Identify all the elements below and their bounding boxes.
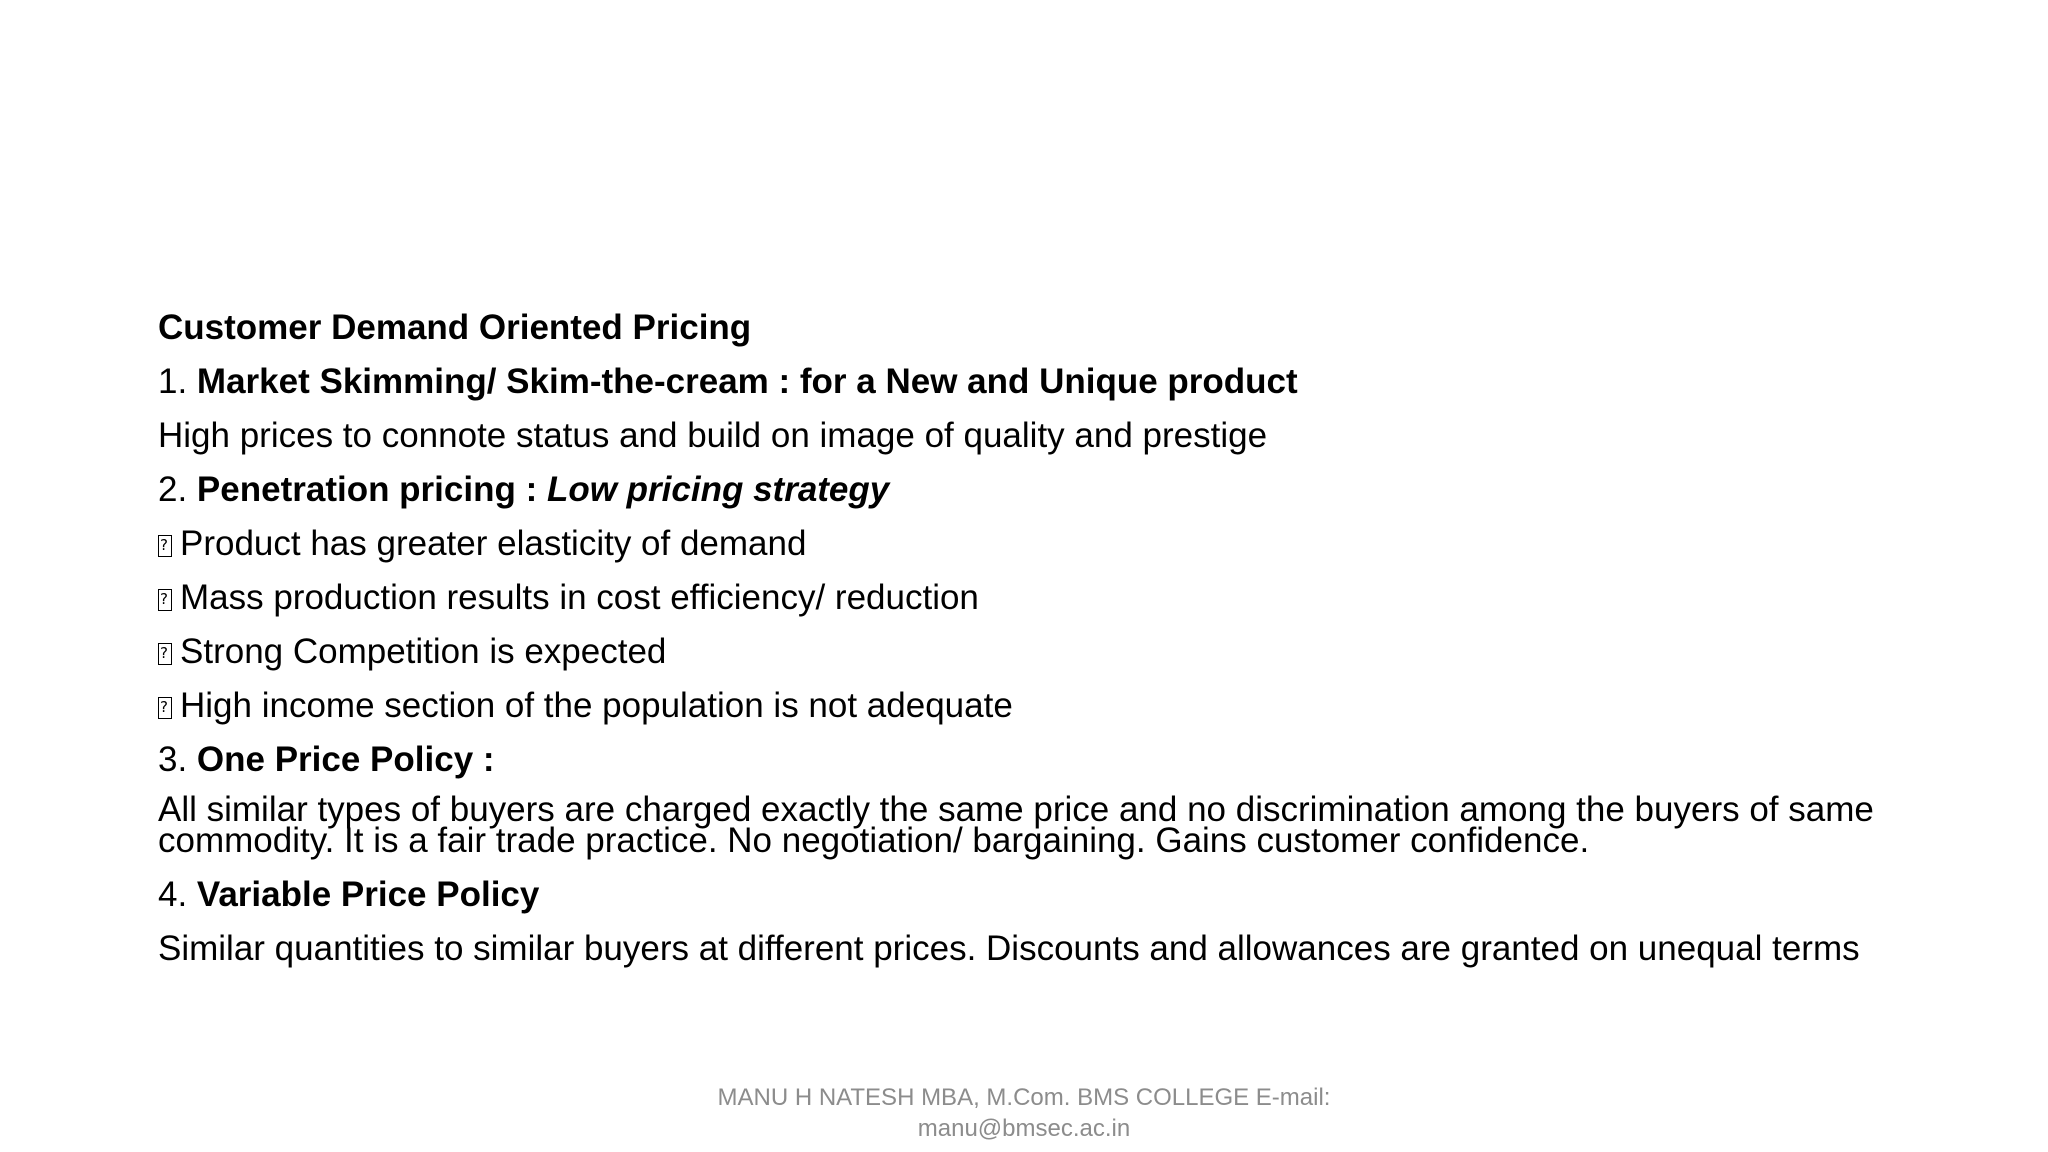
missing-glyph-bullet-icon [158, 643, 172, 665]
bullet-text: Product has greater elasticity of demand [180, 524, 807, 563]
bullet-text: Strong Competition is expected [180, 632, 667, 671]
item-3-title: One Price Policy : [196, 740, 495, 779]
slide-heading: Customer Demand Oriented Pricing [158, 308, 752, 347]
slide-body [158, 308, 1938, 983]
item-4-heading [158, 875, 1938, 915]
item-3-number: 3. [158, 740, 197, 779]
missing-glyph-bullet-icon [158, 535, 172, 557]
item-1-number: 1. [158, 362, 197, 401]
item-1-heading [158, 362, 1938, 402]
item-2-number: 2. [158, 470, 197, 509]
bullet-item [158, 686, 1938, 726]
item-2-title: Penetration pricing : [196, 470, 547, 509]
bullet-text: Mass production results in cost efficiency/ reduction [180, 578, 979, 617]
missing-glyph-bullet-icon [158, 697, 172, 719]
missing-glyph-bullet-icon [158, 589, 172, 611]
item-3-description: All similar types of buyers are charged exactly the same price and no discrimination among the buyers of same commodity. It is a fair trade practice. No negotiation/ bargaining. Gains customer confidence. [158, 790, 1874, 860]
item-1-description: High prices to connote status and build on image of quality and prestige [158, 416, 1268, 455]
footer-author-line: MANU H NATESH MBA, M.Com. BMS COLLEGE E-mail: [717, 1084, 1331, 1111]
item-4-title: Variable Price Policy [196, 875, 540, 914]
footer-email: manu@bmsec.ac.in [917, 1115, 1131, 1142]
bullet-text: High income section of the population is not adequate [180, 686, 1013, 725]
item-1-title: Market Skimming/ Skim-the-cream : for a New and Unique product [196, 362, 1298, 401]
bullet-item [158, 524, 1938, 564]
item-2-subtitle: Low pricing strategy [546, 470, 890, 509]
item-4-number: 4. [158, 875, 197, 914]
bullet-item [158, 578, 1938, 618]
item-2-heading [158, 470, 1938, 510]
slide-footer [640, 1082, 1408, 1144]
item-3-heading [158, 740, 1938, 780]
bullet-item [158, 632, 1938, 672]
item-4-description: Similar quantities to similar buyers at different prices. Discounts and allowances are granted on unequal terms [158, 929, 1860, 968]
